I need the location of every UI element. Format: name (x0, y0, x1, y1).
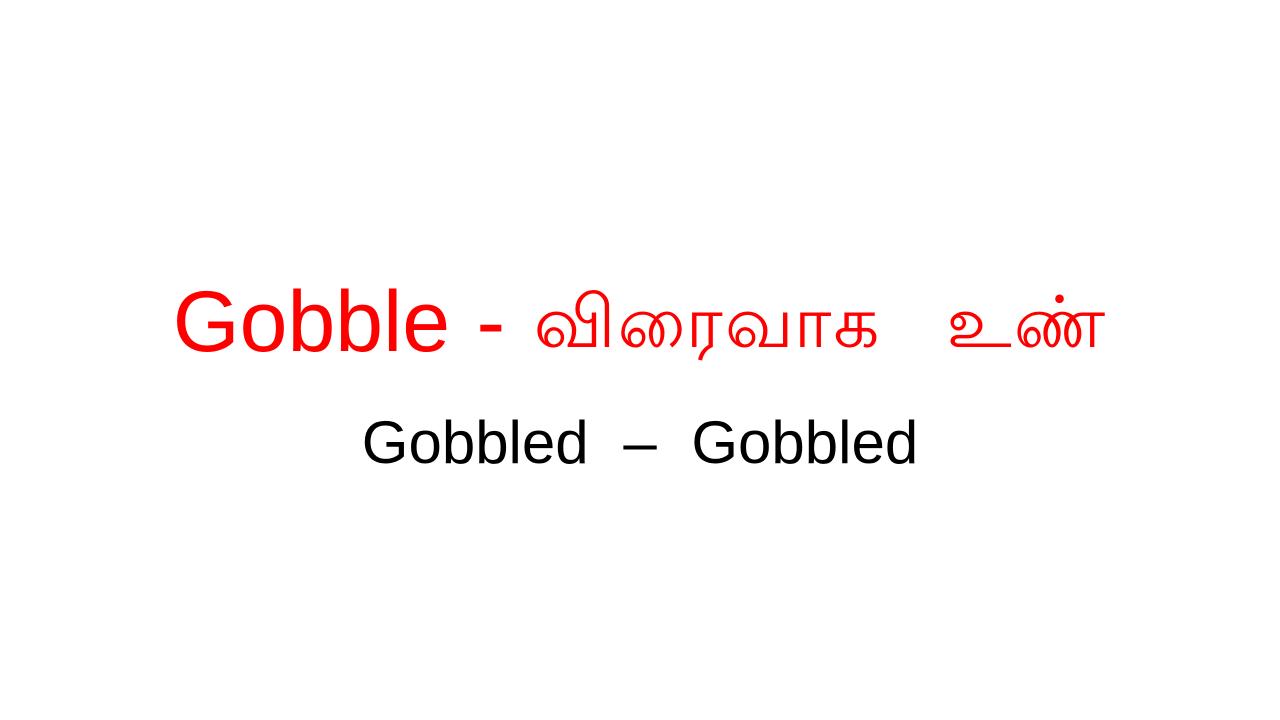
past-participle-form: Gobbled (691, 409, 919, 476)
past-form: Gobbled (361, 409, 589, 476)
tamil-meaning: விரைவாக உண் (533, 280, 1108, 364)
headline (0, 272, 1280, 372)
verb-forms (0, 408, 1280, 478)
headline-separator: - (476, 274, 506, 370)
forms-dash: – (623, 409, 657, 476)
english-word: Gobble (172, 274, 451, 370)
